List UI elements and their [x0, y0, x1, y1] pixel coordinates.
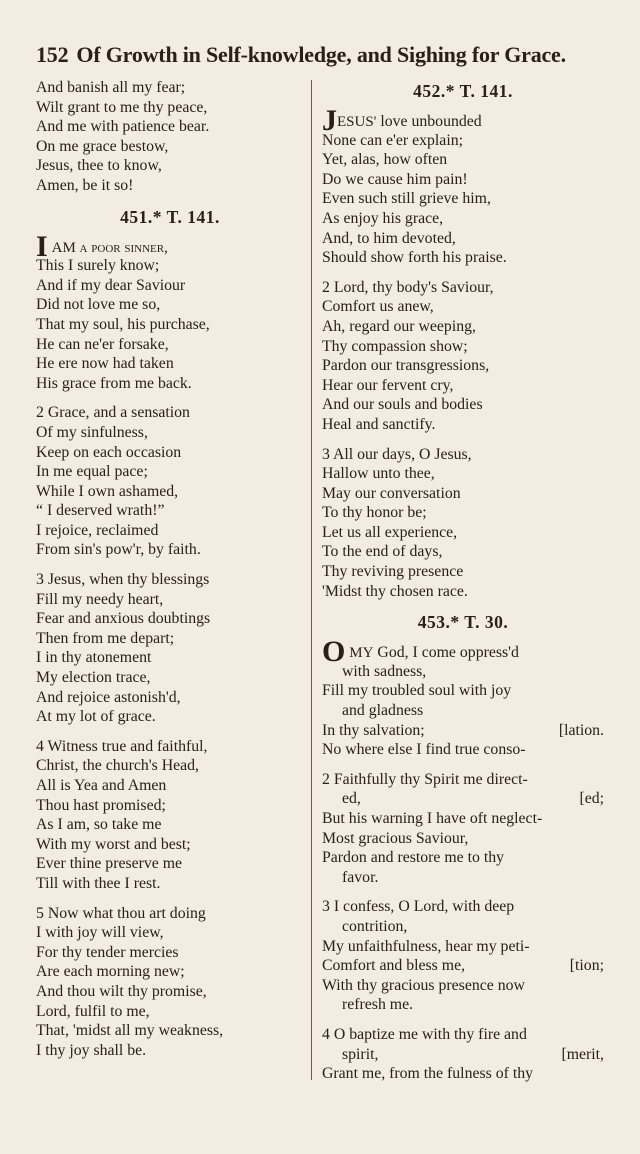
verse-line: Fill my troubled soul with joy: [322, 682, 512, 700]
column-divider: [311, 80, 312, 1080]
verse-line: As enjoy his grace,: [322, 209, 444, 227]
hymn-heading-453: 453.* T. 30.: [417, 612, 509, 633]
verse-line: [36, 229, 304, 263]
verse-line: 5 Now what thou art doing: [36, 904, 206, 922]
verse-line: 2 Grace, and a sensation: [36, 404, 190, 422]
stanza-gap: [322, 1015, 604, 1025]
verse-line: 3 I confess, O Lord, with deep: [322, 898, 515, 916]
verse-line: Heal and sanctify.: [322, 415, 436, 433]
verse-line: To the end of days,: [322, 543, 443, 561]
verse-line: May our conversation: [322, 484, 461, 502]
verse-line: On me grace bestow,: [36, 137, 169, 155]
verse-line: None can e'er explain;: [322, 131, 463, 149]
verse-line: Fill my needy heart,: [36, 590, 164, 608]
verse-line-right: [tion;: [569, 957, 604, 975]
first-line-text: love unbounded: [380, 113, 482, 130]
verse-line: I with joy will view,: [36, 924, 164, 942]
verse-line: Christ, the church's Head,: [36, 757, 199, 775]
verse-line: He can ne'er forsake,: [36, 335, 169, 353]
verse-line: And thou wilt thy promise,: [36, 982, 207, 1000]
verse-line: His grace from me back.: [36, 374, 192, 392]
verse-line: No where else I find true conso-: [322, 741, 526, 759]
verse-line: This I surely know;: [36, 257, 160, 275]
verse-line: Pardon and restore me to thy: [322, 849, 505, 867]
verse-line: refresh me.: [342, 996, 414, 1014]
verse-line: I in thy atonement: [36, 649, 152, 667]
verse-line: Thy reviving presence: [322, 563, 464, 581]
verse-line: 4 Witness true and faithful,: [36, 737, 208, 755]
verse-line-left: Comfort and bless me,: [322, 957, 466, 975]
verse-line: In me equal pace;: [36, 463, 148, 481]
verse-line: Hallow unto thee,: [322, 465, 435, 483]
verse-line: With my worst and best;: [36, 835, 191, 853]
verse-line: [322, 635, 604, 669]
verse-line: And our souls and bodies: [322, 396, 483, 414]
hymn-continuation: [36, 78, 304, 196]
verse-line: And, to him devoted,: [322, 229, 456, 247]
verse-line: With thy gracious presence now: [322, 976, 525, 994]
stanza-gap: [36, 894, 304, 904]
verse-line: At my lot of grace.: [36, 708, 156, 726]
page-number: 152: [36, 42, 69, 67]
verse-line: contrition,: [342, 917, 408, 935]
verse-line: He ere now had taken: [36, 355, 174, 373]
verse-line: Keep on each occasion: [36, 443, 182, 461]
verse-line: Grant me, from the fulness of thy: [322, 1065, 534, 1083]
verse-line: I rejoice, reclaimed: [36, 521, 159, 539]
stanza-gap: [36, 393, 304, 403]
verse-line: Even such still grieve him,: [322, 190, 491, 208]
verse-line: [322, 956, 604, 976]
verse-line: Amen, be it so!: [36, 176, 134, 194]
verse-line-left: In thy salvation;: [322, 721, 425, 739]
verse-line: That my soul, his purchase,: [36, 315, 210, 333]
verse-line: Do we cause him pain!: [322, 170, 468, 188]
verse-line: And rejoice astonish'd,: [36, 688, 181, 706]
verse-line: 3 All our days, O Jesus,: [322, 445, 472, 463]
first-word-text: ESUS': [337, 114, 377, 130]
verse-line: That, 'midst all my weakness,: [36, 1022, 224, 1040]
stanza-gap: [36, 727, 304, 737]
verse-line: While I own ashamed,: [36, 482, 179, 500]
verse-line: Thy compassion show;: [322, 337, 468, 355]
stanza-gap: [322, 268, 604, 278]
verse-line: Of my sinfulness,: [36, 423, 148, 441]
stanza-gap: [322, 887, 604, 897]
verse-line: Ever thine preserve me: [36, 855, 183, 873]
verse-line-left: ed,: [342, 790, 361, 808]
stanza-gap: [322, 435, 604, 445]
verse-line: Most gracious Saviour,: [322, 829, 469, 847]
verse-line: My election trace,: [36, 669, 151, 687]
verse-line: And banish all my fear;: [36, 79, 186, 96]
hymn-heading-452: 452.* T. 141.: [413, 81, 513, 101]
verse-line: Fear and anxious doubtings: [36, 610, 211, 628]
verse-line: 2 Lord, thy body's Saviour,: [322, 278, 494, 296]
first-line-text: God, I come oppress'd: [377, 644, 519, 662]
right-column: [322, 78, 604, 1084]
first-line-text: AM a poor sinner,: [51, 239, 168, 256]
verse-line: Did not love me so,: [36, 296, 161, 314]
verse-line: “ I deserved wrath!”: [36, 502, 165, 520]
verse-line: As I am, so take me: [36, 816, 162, 834]
verse-line: My unfaithfulness, hear my peti-: [322, 937, 530, 955]
drop-cap: I: [36, 229, 48, 263]
stanza-gap: [36, 560, 304, 570]
verse-line: 2 Faithfully thy Spirit me direct-: [322, 770, 528, 788]
verse-line: [322, 789, 604, 809]
verse-line: Hear our fervent cry,: [322, 376, 454, 394]
first-word-text: MY: [349, 645, 374, 662]
verse-line: Wilt grant to me thy peace,: [36, 98, 208, 116]
verse-line: Thou hast promised;: [36, 796, 166, 814]
verse-line: [322, 721, 604, 741]
verse-line: But his warning I have oft neglect-: [322, 810, 543, 827]
verse-line: Lord, fulfil to me,: [36, 1002, 150, 1020]
verse-line: From sin's pow'r, by faith.: [36, 541, 201, 559]
verse-line-right: [lation.: [558, 721, 604, 739]
drop-cap: O: [322, 635, 346, 669]
verse-line-left: spirit,: [342, 1045, 379, 1063]
left-column: [36, 78, 304, 1060]
verse-line: 'Midst thy chosen race.: [322, 582, 468, 600]
verse-line: Let us all experience,: [322, 523, 458, 541]
verse-line: and gladness: [342, 702, 424, 720]
verse-line-right: [merit,: [561, 1045, 604, 1063]
stanza-gap: [322, 760, 604, 770]
hymn-452: [322, 104, 604, 601]
page-title: Of Growth in Self-knowledge, and Sighing for Grace.: [76, 42, 566, 67]
page-header: [36, 42, 611, 68]
verse-line: Till with thee I rest.: [36, 874, 161, 892]
verse-line: I thy joy shall be.: [36, 1041, 147, 1059]
verse-line: [322, 1045, 604, 1065]
drop-cap: J: [322, 104, 337, 137]
hymn-heading-451: 451.* T. 141.: [120, 206, 220, 227]
verse-line: favor.: [342, 868, 379, 886]
verse-line-right: [ed;: [579, 790, 604, 808]
hymn-451: [36, 229, 304, 1061]
verse-line: Pardon our transgressions,: [322, 357, 490, 375]
verse-line: Then from me depart;: [36, 629, 175, 647]
verse-line: Are each morning new;: [36, 963, 185, 981]
verse-line: To thy honor be;: [322, 504, 427, 522]
verse-line: Ah, regard our weeping,: [322, 317, 476, 335]
hymn-453: [322, 635, 604, 1083]
verse-line: 3 Jesus, when thy blessings: [36, 571, 210, 589]
verse-line: And if my dear Saviour: [36, 276, 186, 294]
verse-line: Jesus, thee to know,: [36, 157, 162, 175]
verse-line: And me with patience bear.: [36, 118, 210, 136]
verse-line: with sadness,: [342, 662, 427, 680]
verse-line: 4 O baptize me with thy fire and: [322, 1025, 527, 1043]
verse-line: Yet, alas, how often: [322, 151, 448, 169]
verse-line: Comfort us anew,: [322, 298, 434, 316]
verse-line: Should show forth his praise.: [322, 249, 507, 267]
verse-line: [322, 104, 604, 137]
verse-line: For thy tender mercies: [36, 943, 179, 961]
verse-line: All is Yea and Amen: [36, 777, 167, 794]
